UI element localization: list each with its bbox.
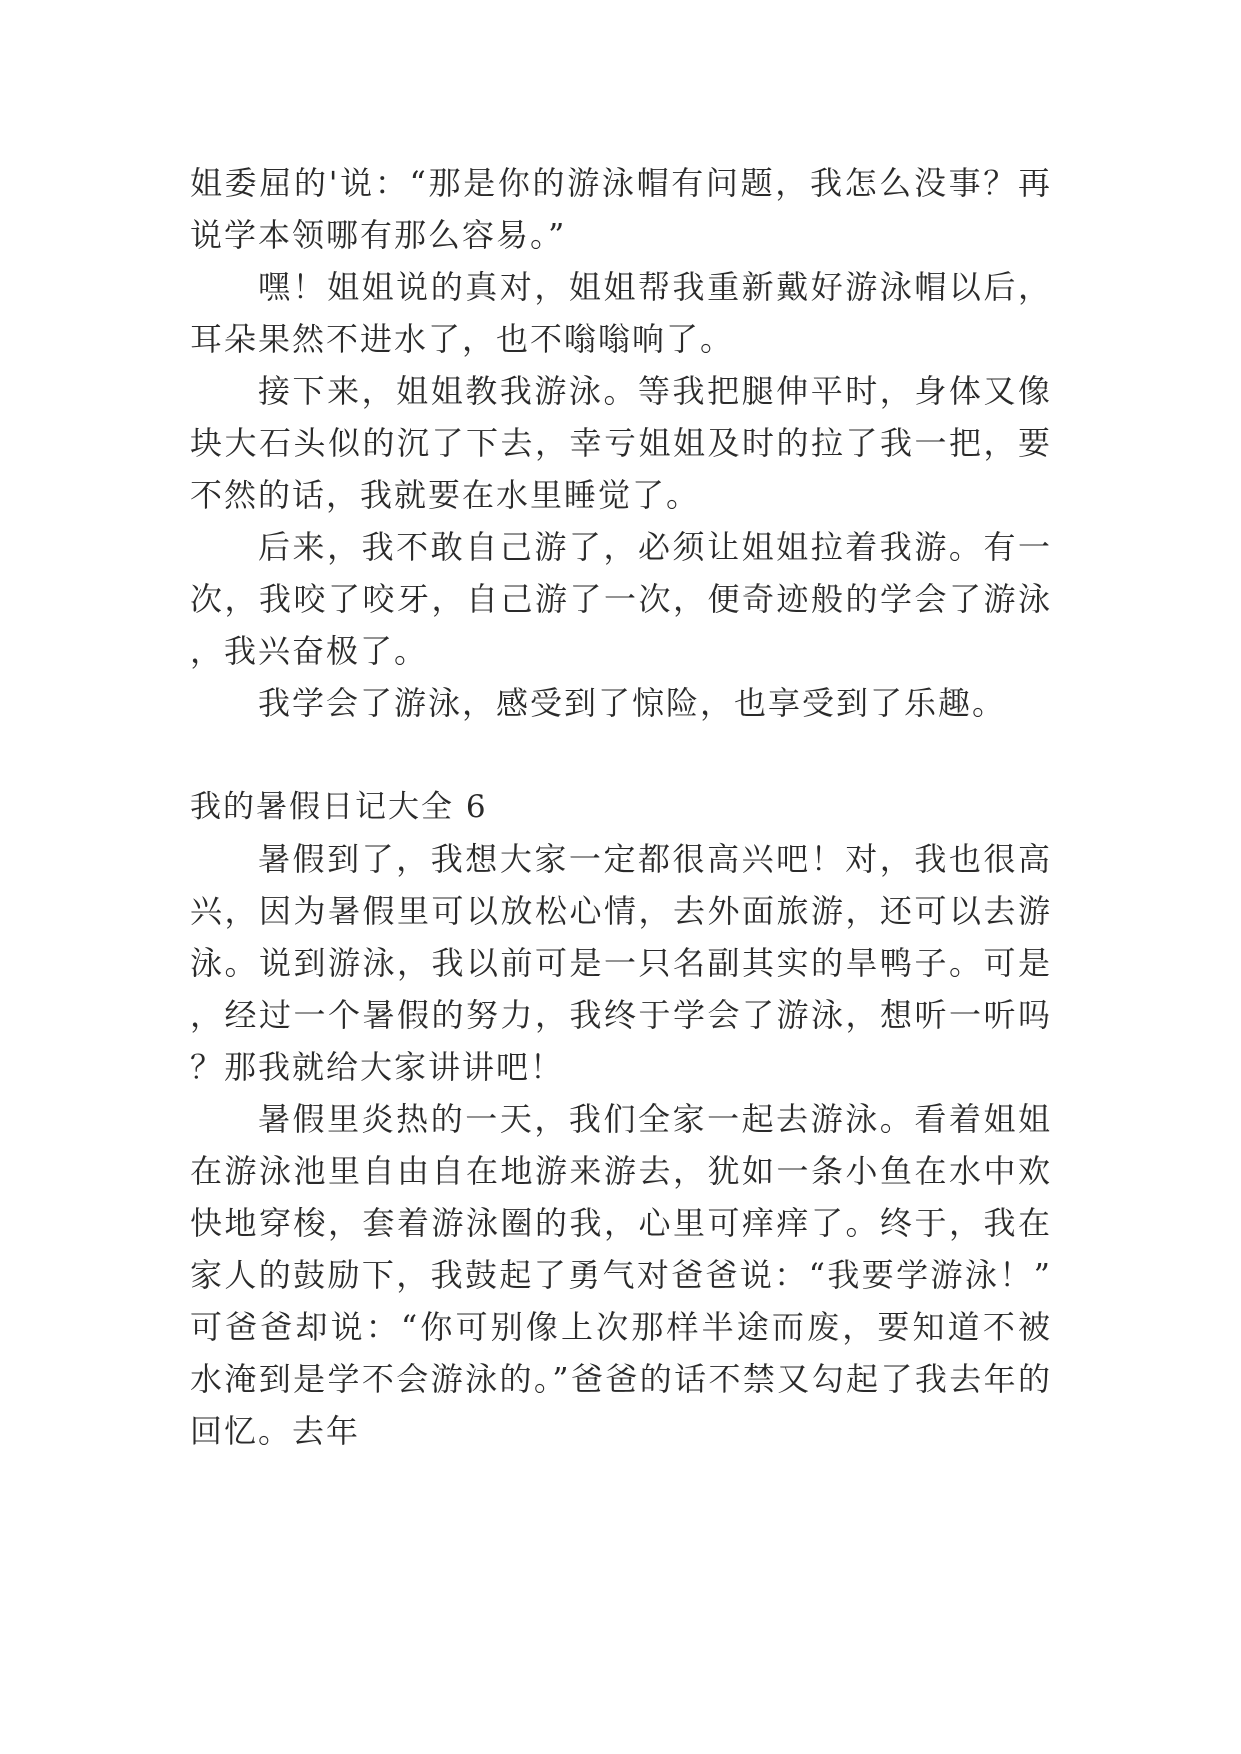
paragraph-continued: 姐委屈的'说：“那是你的游泳帽有问题，我怎么没事？再说学本领哪有那么容易。”: [190, 164, 1052, 254]
section-title: 我的暑假日记大全 6: [190, 789, 488, 825]
paragraph: 嘿！姐姐说的真对，姐姐帮我重新戴好游泳帽以后，耳朵果然不进水了，也不嗡嗡响了。: [190, 268, 1052, 358]
paragraph: 暑假到了，我想大家一定都很高兴吧！对，我也很高兴，因为暑假里可以放松心情，去外面旅游，还可以去游泳。说到游泳，我以前可是一只名副其实的旱鸭子。可是，经过一个暑假的努力，我终于学会了游泳，想听一听吗？那我就给大家讲讲吧！: [190, 840, 1052, 1086]
section-spacer: [190, 729, 1052, 781]
paragraph: 暑假里炎热的一天，我们全家一起去游泳。看着姐姐在游泳池里自由自在地游来游去，犹如一条小鱼在水中欢快地穿梭，套着游泳圈的我，心里可痒痒了。终于，我在家人的鼓励下，我鼓起了勇气对爸爸说：“我要学游泳！”可爸爸却说：“你可别像上次那样半途而废，要知道不被水淹到是学不会游泳的。”爸爸的话不禁又勾起了我去年的回忆。去年: [190, 1100, 1052, 1450]
paragraph: 接下来，姐姐教我游泳。等我把腿伸平时，身体又像块大石头似的沉了下去，幸亏姐姐及时的拉了我一把，要不然的话，我就要在水里睡觉了。: [190, 372, 1052, 514]
paragraph: 我学会了游泳，感受到了惊险，也享受到了乐趣。: [258, 684, 1007, 722]
document-body: [190, 157, 1052, 1457]
paragraph: 后来，我不敢自己游了，必须让姐姐拉着我游。有一次，我咬了咬牙，自己游了一次，便奇迹般的学会了游泳，我兴奋极了。: [190, 528, 1052, 670]
